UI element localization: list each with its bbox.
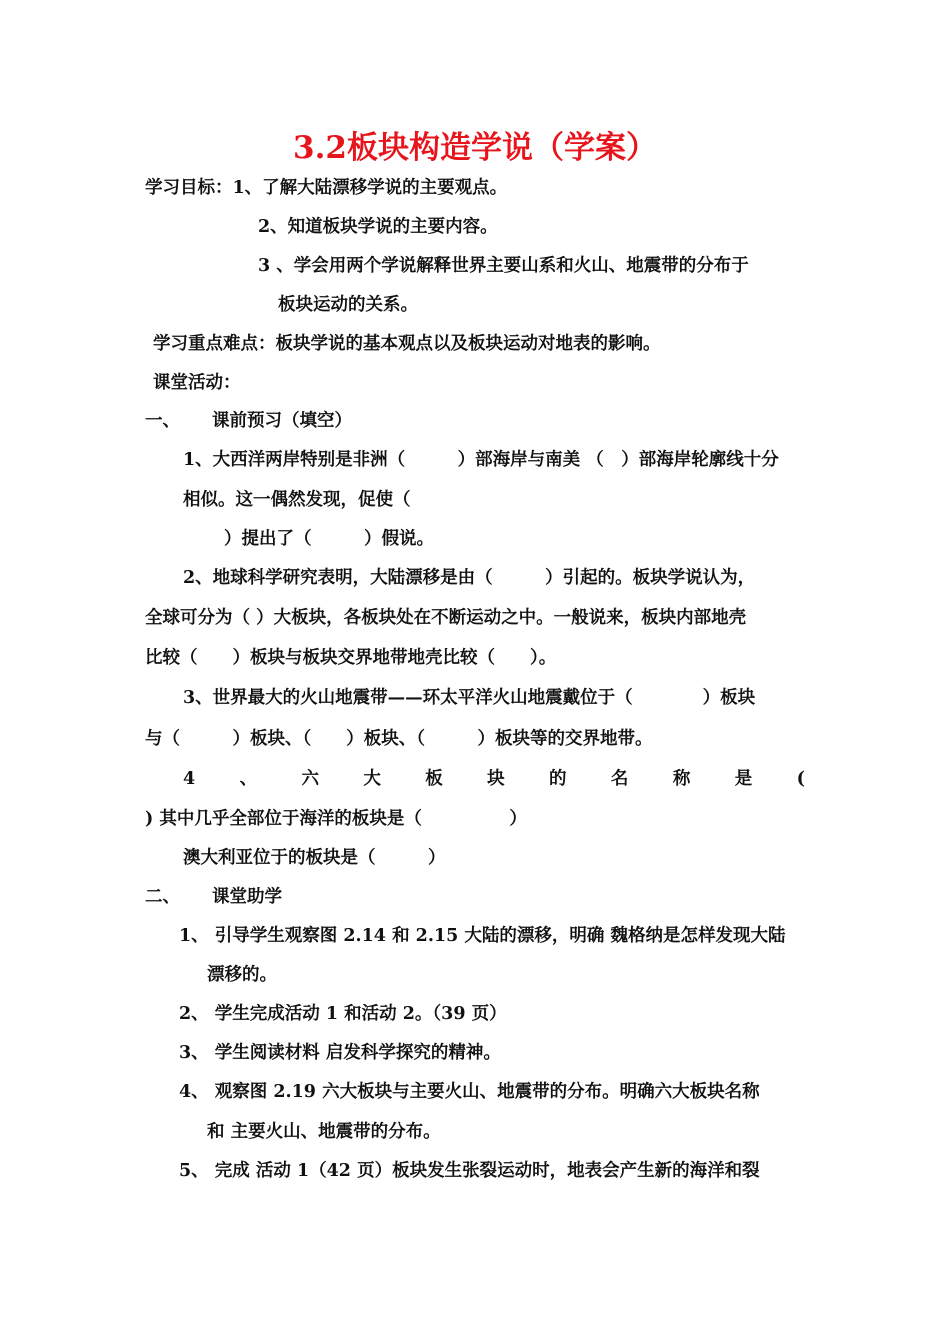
question-4-line-1 [183, 768, 805, 790]
objective-line-4: 板块运动的关系。 [278, 295, 418, 315]
question-3-line-1: 3、世界最大的火山地震带——环太平洋火山地震戴位于（ ）板块 [183, 688, 756, 708]
class-activity-heading: 课堂活动： [153, 373, 241, 393]
page-title: 3.2板块构造学说（学案） [293, 130, 657, 166]
help-item-3: 3、 学生阅读材料 启发科学探究的精神。 [179, 1043, 501, 1063]
question-4-token: ( [796, 769, 805, 789]
question-4-token: 是 [734, 769, 753, 789]
section-1-number: 一、 [145, 411, 180, 431]
section-1-heading: 课前预习（填空） [212, 411, 352, 431]
question-2-line-3: 比较（ ）板块与板块交界地带地壳比较（ ）。 [145, 648, 557, 668]
section-2-number: 二、 [145, 887, 180, 907]
question-1-line-1: 1、大西洋两岸特别是非洲（ ）部海岸与南美 （ ）部海岸轮廓线十分 [183, 450, 779, 470]
question-2-line-1: 2、地球科学研究表明，大陆漂移是由（ ）引起的。板块学说认为， [183, 568, 756, 588]
help-item-1-line-1: 1、 引导学生观察图 2.14 和 2.15 大陆的漂移，明确 魏格纳是怎样发现大陆 [179, 926, 786, 946]
objective-line-1: 学习目标：1、了解大陆漂移学说的主要观点。 [145, 178, 508, 198]
question-4-token: 4 [183, 769, 196, 789]
question-4-token: 的 [549, 769, 567, 789]
help-item-4-line-1: 4、 观察图 2.19 六大板块与主要火山、地震带的分布。明确六大板块名称 [179, 1082, 760, 1102]
objective-line-2: 2、知道板块学说的主要内容。 [258, 217, 498, 237]
help-item-2: 2、 学生完成活动 1 和活动 2。（39 页） [179, 1004, 507, 1024]
question-4-token: 、 [239, 769, 258, 789]
help-item-5-line-1: 5、 完成 活动 1（42 页）板块发生张裂运动时，地表会产生新的海洋和裂 [179, 1161, 760, 1181]
question-1-line-2: 相似。这一偶然发现，促使（ [183, 490, 411, 510]
question-4-token: 称 [672, 769, 691, 789]
question-4-line-2: ) 其中几乎全部位于海洋的板块是（ ） [145, 809, 527, 829]
objective-line-3: 3 、学会用两个学说解释世界主要山系和火山、地震带的分布于 [258, 256, 749, 276]
key-points: 学习重点难点：板块学说的基本观点以及板块运动对地表的影响。 [153, 334, 661, 354]
section-2-heading: 课堂助学 [212, 887, 282, 907]
question-4-token: 块 [487, 769, 505, 789]
question-4-token: 大 [363, 769, 381, 789]
question-1-line-3: ）提出了（ ）假说。 [224, 529, 434, 549]
help-item-1-line-2: 漂移的。 [207, 965, 277, 985]
question-4-line-3: 澳大利亚位于的板块是（ ） [183, 848, 446, 868]
question-4-token: 板 [425, 769, 443, 789]
question-2-line-2: 全球可分为（ ）大板块，各板块处在不断运动之中。一般说来，板块内部地壳 [145, 608, 747, 628]
question-3-line-2: 与（ ）板块、（ ）板块、（ ）板块等的交界地带。 [145, 729, 653, 749]
help-item-4-line-2: 和 主要火山、地震带的分布。 [207, 1122, 441, 1142]
question-4-token: 名 [610, 769, 629, 789]
question-4-token: 六 [301, 769, 319, 789]
